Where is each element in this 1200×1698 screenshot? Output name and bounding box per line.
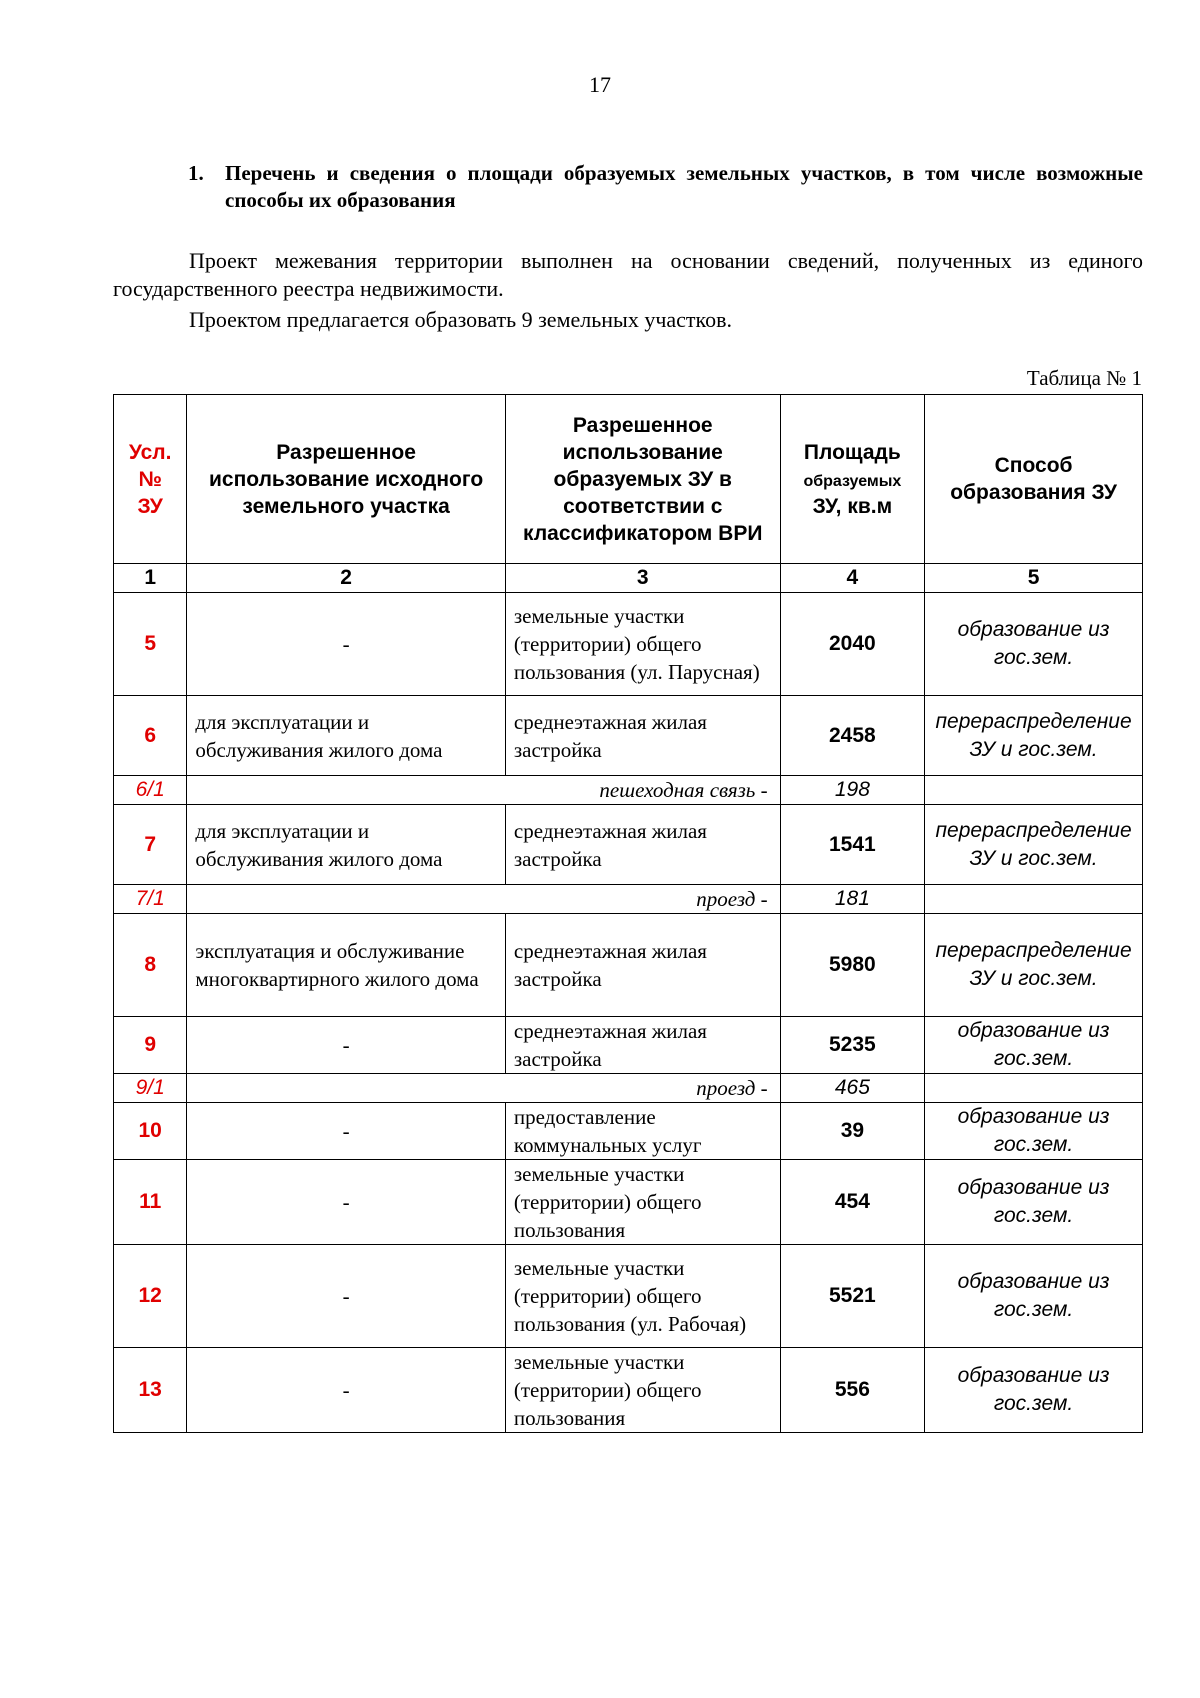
source-use: для эксплуатации и обслуживания жилого дома <box>187 696 506 776</box>
plot-number: 10 <box>114 1103 187 1160</box>
plot-number: 8 <box>114 914 187 1017</box>
index-cell: 4 <box>780 564 924 593</box>
table-row <box>114 1017 1143 1074</box>
sub-plot-row <box>114 885 1143 914</box>
table-caption: Таблица № 1 <box>1026 366 1142 390</box>
table-row <box>114 1103 1143 1160</box>
vri-use: среднеэтажная жилая застройка <box>505 1017 780 1074</box>
table-row <box>114 696 1143 776</box>
index-cell: 3 <box>505 564 780 593</box>
index-cell: 1 <box>114 564 187 593</box>
sub-plot-number: 7/1 <box>114 885 187 914</box>
table-row <box>114 1160 1143 1245</box>
section-number: 1. <box>188 161 204 185</box>
sub-plot-row <box>114 776 1143 805</box>
plot-area: 1541 <box>780 805 924 885</box>
plot-number: 12 <box>114 1245 187 1348</box>
source-use: - <box>187 1017 506 1074</box>
table-row <box>114 914 1143 1017</box>
formation-method: перераспределение ЗУ и гос.зем. <box>925 696 1143 776</box>
header-area <box>780 395 924 564</box>
sub-plot-area: 198 <box>780 776 924 805</box>
table-header-row <box>114 395 1143 564</box>
source-use: - <box>187 1245 506 1348</box>
formation-method: перераспределение ЗУ и гос.зем. <box>925 805 1143 885</box>
source-use: эксплуатация и обслуживание многоквартирного жилого дома <box>187 914 506 1017</box>
table-row <box>114 805 1143 885</box>
table-row <box>114 593 1143 696</box>
vri-use: среднеэтажная жилая застройка <box>505 914 780 1017</box>
formation-method: образование из гос.зем. <box>925 1160 1143 1245</box>
section-title: Перечень и сведения о площади образуемых земельных участков, в том числе возможные способы их образования <box>225 161 1143 212</box>
header-method: Способ образования ЗУ <box>925 395 1143 564</box>
plot-area: 39 <box>780 1103 924 1160</box>
vri-use: среднеэтажная жилая застройка <box>505 696 780 776</box>
sub-plot-number: 6/1 <box>114 776 187 805</box>
vri-use: земельные участки (территории) общего пользования (ул. Рабочая) <box>505 1245 780 1348</box>
header-plot-number: Усл. № ЗУ <box>114 395 187 564</box>
plot-area: 556 <box>780 1348 924 1433</box>
table-row <box>114 1348 1143 1433</box>
sub-plot-purpose: пешеходная связь - <box>187 776 780 805</box>
page-number: 17 <box>589 72 611 97</box>
sub-plot-area: 181 <box>780 885 924 914</box>
plot-number: 9 <box>114 1017 187 1074</box>
formation-method: образование из гос.зем. <box>925 1103 1143 1160</box>
table-row <box>114 1245 1143 1348</box>
source-use: - <box>187 1348 506 1433</box>
empty-cell <box>925 776 1143 805</box>
source-use: для эксплуатации и обслуживания жилого дома <box>187 805 506 885</box>
source-use: - <box>187 1160 506 1245</box>
plot-area: 2040 <box>780 593 924 696</box>
plot-area: 5980 <box>780 914 924 1017</box>
sub-plot-area: 465 <box>780 1074 924 1103</box>
empty-cell <box>925 1074 1143 1103</box>
plot-area: 5235 <box>780 1017 924 1074</box>
header-area-main: Площадь <box>803 440 901 464</box>
section-heading <box>188 160 1143 214</box>
sub-plot-row <box>114 1074 1143 1103</box>
vri-use: среднеэтажная жилая застройка <box>505 805 780 885</box>
plot-area: 454 <box>780 1160 924 1245</box>
formation-method: перераспределение ЗУ и гос.зем. <box>925 914 1143 1017</box>
plot-area: 2458 <box>780 696 924 776</box>
source-use: - <box>187 1103 506 1160</box>
index-cell: 2 <box>187 564 506 593</box>
plot-number: 7 <box>114 805 187 885</box>
sub-plot-purpose: проезд - <box>187 1074 780 1103</box>
formation-method: образование из гос.зем. <box>925 1245 1143 1348</box>
formation-method: образование из гос.зем. <box>925 1348 1143 1433</box>
vri-use: земельные участки (территории) общего пользования <box>505 1160 780 1245</box>
summary-paragraph: Проектом предлагается образовать 9 земельных участков. <box>189 307 732 332</box>
header-area-small: образуемых <box>803 472 902 490</box>
vri-use: земельные участки (территории) общего пользования (ул. Парусная) <box>505 593 780 696</box>
sub-plot-purpose: проезд - <box>187 885 780 914</box>
header-vri-use: Разрешенное использование образуемых ЗУ в соответствии с классификатором ВРИ <box>505 395 780 564</box>
land-plots-table <box>113 394 1143 1433</box>
plot-number: 6 <box>114 696 187 776</box>
header-area-unit: ЗУ, кв.м <box>812 494 893 518</box>
sub-plot-number: 9/1 <box>114 1074 187 1103</box>
formation-method: образование из гос.зем. <box>925 593 1143 696</box>
vri-use: земельные участки (территории) общего пользования <box>505 1348 780 1433</box>
formation-method: образование из гос.зем. <box>925 1017 1143 1074</box>
index-cell: 5 <box>925 564 1143 593</box>
source-use: - <box>187 593 506 696</box>
intro-paragraph: Проект межевания территории выполнен на основании сведений, полученных из единого государственного реестра недвижимости. <box>113 248 1143 301</box>
header-source-use: Разрешенное использование исходного земельного участка <box>187 395 506 564</box>
plot-number: 13 <box>114 1348 187 1433</box>
empty-cell <box>925 885 1143 914</box>
plot-number: 5 <box>114 593 187 696</box>
plot-area: 5521 <box>780 1245 924 1348</box>
table-index-row <box>114 564 1143 593</box>
vri-use: предоставление коммунальных услуг <box>505 1103 780 1160</box>
plot-number: 11 <box>114 1160 187 1245</box>
